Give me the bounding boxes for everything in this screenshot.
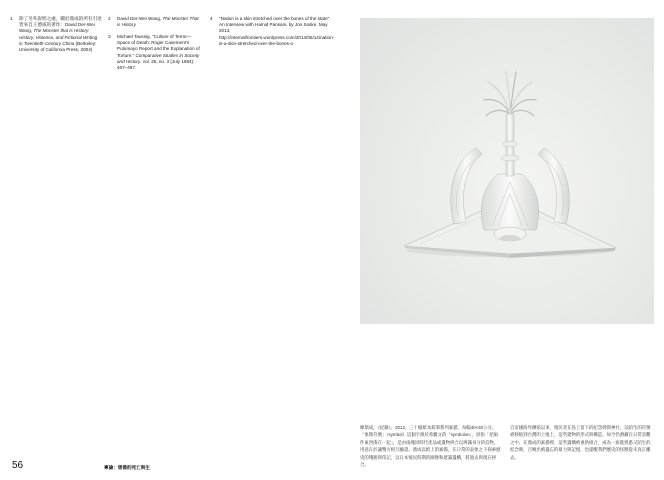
footnote-2 bbox=[108, 16, 200, 31]
footnote-number: 3 bbox=[108, 34, 111, 39]
footnote-1 bbox=[10, 16, 102, 56]
artwork-caption-left: 陳鼎成，《紀錄》，2012，三十幅紙本鉛筆系列素描，每幅40×40公分。「象徵符號」（symbol）這個字源於希臘文的「symbolon」，原指「把兩件東西湊在一起」，是由兩塊同時代產品或遺物拼合以辨識身分的信物，用意在於讓雙方相互驗證。鼎成以紙上的素描，在日常的表象之下探索歷史的殘跡與印記，以日本殖民時期的圖像和建築遺構，將過去與現在拼合。 bbox=[360, 425, 501, 468]
footnote-text: 除了另外說明之處，關於鼎成的所有引述皆來自王德威的著作：David Der-Wei Wang, bbox=[19, 16, 102, 34]
footnote-text: David Der-Wei Wang, bbox=[117, 16, 163, 21]
monument-sculpture-image bbox=[360, 18, 654, 324]
footnote-3 bbox=[108, 34, 200, 74]
footnote-title: The Monster That is History bbox=[117, 16, 199, 28]
artwork-photo bbox=[360, 18, 654, 324]
running-title: 專論：想像的死亡與生 bbox=[104, 465, 150, 470]
footnote-4 bbox=[210, 16, 335, 50]
footnote-number: 1 bbox=[10, 16, 13, 21]
footnote-title: The Monster that is History: History, Violence, and Fictional Writing in Twentieth-Century China bbox=[19, 28, 98, 46]
footnote-tail: (Berkeley: University of California Press, 2004) bbox=[19, 40, 97, 53]
footnote-number: 4 bbox=[210, 16, 213, 21]
footnote-number: 2 bbox=[108, 16, 111, 21]
footnote-tail: , vol. 26, no. 3 (July 1984): 467–497. bbox=[117, 58, 195, 71]
page-number: 56 bbox=[12, 460, 24, 471]
footnote-title: Comparative Studies in Society and History bbox=[117, 52, 200, 64]
footnote-text: Michael Taussig, "Culture of Terror—Space of Death: Roger Casement's Putumayo Report and the Explanation of Torture," bbox=[117, 34, 200, 58]
footnote-text: "Nation is a skin stretched over the bones of the state": An Interview with Hamid Pansani, by Jon Soske, May 2013, http://internalfrontiers.wordpress.com/2013/05/14/nation-is-a-skin-stretched-over-the-bones-o bbox=[219, 16, 335, 46]
artwork-caption-right: 自帝國海外擴張以來，殖民者在島上留下的紀念碑與神社，以陌生的符號被移植到台灣的土地上，這些建物的形式與構造，如今仍潛藏在日常景觀之中。在鼎成的素描裡，這些遺構被重新組合，成為一座既熟悉又陌生的紀念碑，召喚出被遺忘的暴力與記憶，也提醒我們歷史的怪獸從未真正離去。 bbox=[510, 425, 651, 460]
